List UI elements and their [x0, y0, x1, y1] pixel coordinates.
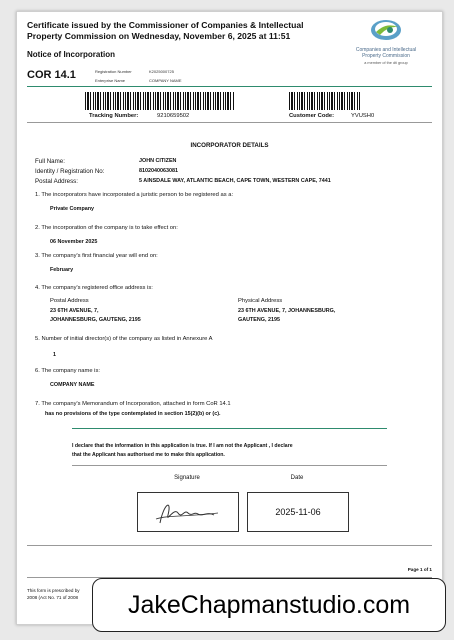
enterprise-name-value: COMPANY NAME	[149, 78, 182, 83]
answer-6: COMPANY NAME	[50, 382, 95, 388]
watermark-banner: JakeChapmanstudio.com	[92, 578, 446, 632]
declaration-divider	[72, 428, 387, 429]
date-label: Date	[290, 475, 304, 481]
barcode-divider	[27, 122, 432, 123]
tracking-number-value: 9210659502	[157, 113, 190, 119]
postal-address-value: 5 AINSDALE WAY, ATLANTIC BEACH, CAPE TOWN, WESTERN CAPE, 7441	[139, 178, 331, 184]
answer-7: has no provisions of the type contemplated in section 15(2)(b) or (c).	[45, 411, 221, 417]
tracking-barcode	[85, 92, 235, 110]
cipc-logo	[340, 18, 432, 65]
handwritten-signature	[138, 493, 238, 531]
answer-3: February	[50, 267, 74, 273]
postal-address-label: Postal Address:	[35, 178, 78, 185]
question-3: 3. The company's first financial year will end on:	[35, 253, 158, 259]
logo-line2: Property Commission	[362, 53, 410, 59]
physical-label: Physical Address	[238, 298, 283, 304]
question-4: 4. The company's registered office address is:	[35, 285, 153, 291]
certificate-sheet	[16, 11, 443, 625]
question-2: 2. The incorporation of the company is to take effect on:	[35, 225, 178, 231]
question-5: 5. Number of initial director(s) of the company as listed in Annexure A	[35, 336, 213, 342]
certificate-title: Certificate issued by the Commissioner of Companies & Intellectual Property Commission on Wednesday, November 6, 2025 at 11:51	[27, 20, 304, 41]
physical-line1: 23 6TH AVENUE, 7, JOHANNESBURG,	[238, 308, 336, 314]
date-box: 2025-11-06	[247, 492, 349, 532]
postal-line2: JOHANNESBURG, GAUTENG, 2195	[50, 317, 141, 323]
registration-number-label: Registration Number	[95, 69, 132, 74]
postal-line1: 23 6TH AVENUE, 7,	[50, 308, 99, 314]
signature-label: Signature	[174, 475, 200, 481]
customer-code-label: Customer Code:	[289, 113, 335, 119]
logo-line1: Companies and Intellectual	[355, 47, 417, 53]
full-name-label: Full Name:	[35, 158, 65, 165]
header-divider	[27, 86, 432, 87]
signature-box	[137, 492, 239, 532]
enterprise-name-label: Enterprise Name	[95, 78, 126, 83]
section-title: INCORPORATOR DETAILS	[190, 142, 269, 149]
cipc-logo-icon	[368, 18, 404, 42]
page-number: Page 1 of 1	[407, 567, 432, 572]
footer-text: This form is prescribed by 2008 (Act No. 71 of 2008	[27, 588, 80, 600]
tracking-number-label: Tracking Number:	[89, 113, 139, 119]
answer-5: 1	[53, 352, 56, 358]
customer-barcode	[289, 92, 361, 110]
question-7: 7. The company's Memorandum of Incorporation, attached in form CoR 14.1	[35, 401, 231, 407]
declaration-bottom-divider	[72, 465, 387, 466]
declaration-text: I declare that the information in this application is true. If I am not the Applicant , I declare that the Applicant has authorised me to make this application.	[72, 443, 293, 458]
id-label: Identity / Registration No:	[35, 168, 105, 175]
question-6: 6. The company name is:	[35, 368, 100, 374]
form-code: COR 14.1	[27, 69, 76, 81]
question-1: 1. The incorporators have incorporated a juristic person to be registered as a:	[35, 192, 234, 198]
customer-code-value: YVUSH0	[351, 113, 375, 119]
full-name-value: JOHN CITIZEN	[139, 158, 177, 164]
postal-label: Postal Address	[50, 298, 89, 304]
physical-line2: GAUTENG, 2195	[238, 317, 280, 323]
id-value: 8102040063081	[139, 168, 178, 174]
registration-number-value: K2025000725	[149, 69, 174, 74]
footer-divider	[27, 545, 432, 546]
answer-2: 06 November 2025	[50, 239, 98, 245]
notice-heading: Notice of Incorporation	[27, 50, 115, 59]
answer-1: Private Company	[50, 206, 95, 212]
logo-tagline: a member of the dti group	[364, 61, 408, 65]
